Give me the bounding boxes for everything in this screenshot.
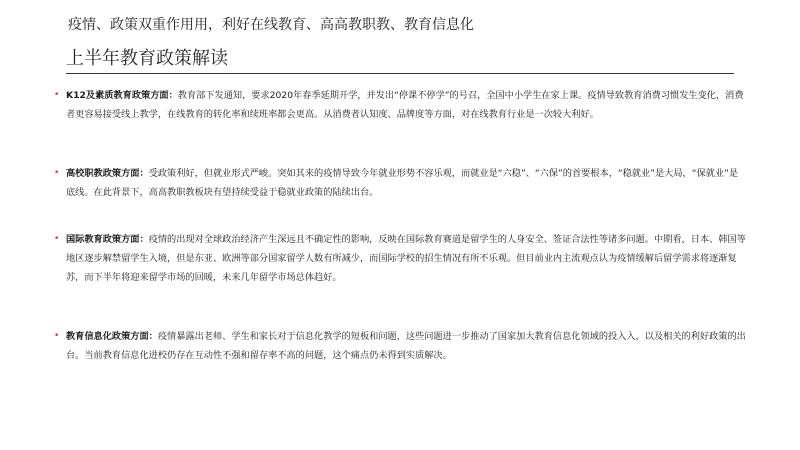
section-subtitle: 上半年教育政策解读	[66, 48, 228, 69]
paragraph-lead: 高校职教政策方面：	[66, 168, 149, 179]
page-title: 疫情、政策双重作用用，利好在线教育、高高教职教、教育信息化	[68, 17, 474, 33]
bullet-icon: •	[54, 90, 60, 100]
paragraph-body: 疫情暴露出老师、学生和家长对于信息化教学的短板和问题，这些问题进一步推动了国家加大教育信息化领域的投入入，以及相关的利好政策的出台。当前教育信息化进校仍存在互动性不强和留存率不高的问题，这个痛点仍未得到实质解决。	[66, 331, 746, 361]
policy-paragraph-vocational	[54, 164, 746, 202]
policy-paragraph-informatization	[54, 327, 746, 365]
policy-paragraph-k12	[54, 86, 746, 124]
subtitle-divider	[66, 73, 734, 74]
bullet-icon: •	[54, 234, 60, 244]
paragraph-body: 受政策利好，但就业形式严峻。突如其来的疫情导致今年就业形势不容乐观，而就业是“六稳”、“六保”的首要根本，“稳就业”是大局，“保就业”是底线。在此背景下，高高教职教板块有望持续受益于稳就业政策的陆续出台。	[66, 168, 739, 198]
paragraph-body: 教育部下发通知，要求2020年春季延期开学，并发出“停课不停学”的号召，全国中小学生在家上课。疫情导致教育消费习惯发生变化，消费者更容易接受线上教学，在线教育的转化率和续班率都会更高。从消费者认知度、品牌度等方面，对在线教育行业是一次较大利好。	[66, 90, 744, 120]
bullet-icon: •	[54, 168, 60, 178]
bullet-icon: •	[54, 331, 60, 341]
paragraph-lead: 国际教育政策方面：	[66, 234, 149, 245]
paragraph-lead: 教育信息化政策方面：	[66, 331, 158, 342]
paragraph-body: 疫情的出现对全球政治经济产生深远且不确定性的影响，反映在国际教育赛道是留学生的人身安全、签证合法性等诸多问题。中期看，日本、韩国等地区逐步解禁留学生入境，但是东亚、欧洲等部分国家留学人数有所减少，而国际学校的招生情况有所不乐观。但目前业内主流观点认为疫情缓解后留学需求将逐渐复苏，而下半年将迎来留学市场的回暖，未来几年留学市场总体趋好。	[66, 234, 746, 283]
paragraph-lead: K12及素质教育政策方面：	[66, 90, 178, 101]
policy-paragraph-international	[54, 230, 746, 287]
